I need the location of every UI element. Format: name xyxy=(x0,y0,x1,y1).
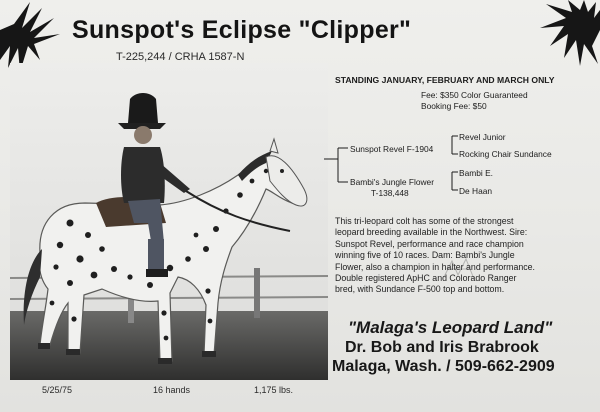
description-line: bred, with Sundance F-500 top and bottom. xyxy=(335,284,505,295)
pedigree-sire: Sunspot Revel F-1904 xyxy=(350,144,434,154)
pedigree-dam-registration: T-138,448 xyxy=(371,188,409,198)
pedigree-dam: Bambi's Jungle Flower xyxy=(350,177,434,187)
description-line: winning five of 10 races. Dam: Bambi's Jungle xyxy=(335,250,515,261)
description-line: This tri-leopard colt has some of the strongest xyxy=(335,216,514,226)
photo-caption-height: 16 hands xyxy=(153,385,191,395)
faint-stamp-mark xyxy=(440,255,480,285)
standing-season: STANDING JANUARY, FEBRUARY AND MARCH ONLY xyxy=(335,75,555,85)
pedigree-sire-sire: Revel Junior xyxy=(459,132,506,142)
booking-fee: Booking Fee: $50 xyxy=(421,101,487,111)
description-line: Double registered ApHC and Colorado Ranger xyxy=(335,273,517,284)
sunburst-right-ornament xyxy=(520,0,600,70)
horse-name-title: Sunspot's Eclipse "Clipper" xyxy=(72,16,412,44)
ranch-name: "Malaga's Leopard Land" xyxy=(348,318,553,337)
pedigree-dam-sire: Bambi E. xyxy=(459,168,493,178)
photo-caption-date: 5/25/75 xyxy=(42,385,73,395)
ranch-location-phone: Malaga, Wash. / 509-662-2909 xyxy=(332,358,555,375)
registration-numbers: T-225,244 / CRHA 1587-N xyxy=(116,51,245,63)
photo-caption-weight: 1,175 lbs. xyxy=(254,385,294,395)
horse-photo xyxy=(10,63,328,380)
description-line: Sunspot Revel, performance and race champion xyxy=(335,238,524,249)
pedigree-sire-dam: Rocking Chair Sundance xyxy=(459,149,552,159)
description-line: Flower, also a champion in halter and performance. xyxy=(335,261,535,272)
description-line: leopard breeding available in the Northwest. Sire: xyxy=(335,227,528,238)
pedigree-dam-dam: De Haan xyxy=(459,186,493,196)
ranch-owners: Dr. Bob and Iris Brabrook xyxy=(345,339,539,356)
stud-fee: Fee: $350 Color Guaranteed xyxy=(421,90,528,100)
